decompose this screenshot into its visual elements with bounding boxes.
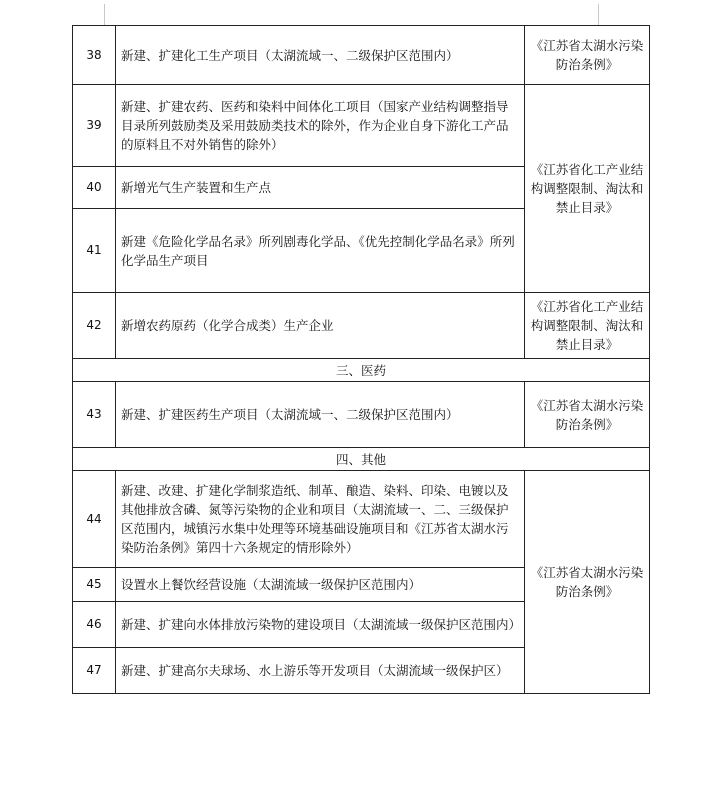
row-number: 42 [73, 293, 116, 359]
section-row [73, 359, 650, 382]
row-number: 46 [73, 602, 116, 648]
row-number: 39 [73, 85, 116, 167]
table-row [73, 85, 650, 167]
row-number: 38 [73, 26, 116, 85]
row-basis: 《江苏省太湖水污染防治条例》 [525, 382, 650, 448]
row-basis: 《江苏省太湖水污染防治条例》 [525, 26, 650, 85]
row-content: 新增光气生产装置和生产点 [116, 167, 525, 209]
row-number: 40 [73, 167, 116, 209]
row-number: 45 [73, 568, 116, 602]
row-content: 新增农药原药（化学合成类）生产企业 [116, 293, 525, 359]
restriction-table [72, 25, 650, 694]
row-number: 43 [73, 382, 116, 448]
row-content: 新建、扩建医药生产项目（太湖流域一、二级保护区范围内） [116, 382, 525, 448]
row-content: 新建、扩建农药、医药和染料中间体化工项目（国家产业结构调整指导目录所列鼓励类及采用鼓励类技术的除外，作为企业自身下游化工产品的原料且不对外销售的除外） [116, 85, 525, 167]
row-content: 新建、扩建向水体排放污染物的建设项目（太湖流域一级保护区范围内） [116, 602, 525, 648]
page-corner-mark-left [104, 4, 105, 26]
row-content: 新建《危险化学品名录》所列剧毒化学品、《优先控制化学品名录》所列化学品生产项目 [116, 209, 525, 293]
row-basis: 《江苏省太湖水污染防治条例》 [525, 471, 650, 694]
row-basis: 《江苏省化工产业结构调整限制、淘汰和禁止目录》 [525, 293, 650, 359]
row-basis: 《江苏省化工产业结构调整限制、淘汰和禁止目录》 [525, 85, 650, 293]
row-content: 新建、扩建高尔夫球场、水上游乐等开发项目（太湖流域一级保护区） [116, 648, 525, 694]
table-row [73, 293, 650, 359]
row-number: 41 [73, 209, 116, 293]
table-row [73, 382, 650, 448]
section-heading-medicine: 三、医药 [73, 359, 650, 382]
table-row [73, 471, 650, 568]
row-number: 44 [73, 471, 116, 568]
row-content: 新建、扩建化工生产项目（太湖流域一、二级保护区范围内） [116, 26, 525, 85]
section-heading-other: 四、其他 [73, 448, 650, 471]
section-row [73, 448, 650, 471]
row-content: 设置水上餐饮经营设施（太湖流域一级保护区范围内） [116, 568, 525, 602]
table-row [73, 26, 650, 85]
row-content: 新建、改建、扩建化学制浆造纸、制革、酿造、染料、印染、电镀以及其他排放含磷、氮等污染物的企业和项目（太湖流域一、二、三级保护区范围内，城镇污水集中处理等环境基础设施项目和《江苏省太湖水污染防治条例》第四十六条规定的情形除外） [116, 471, 525, 568]
page-corner-mark-right [598, 4, 599, 26]
row-number: 47 [73, 648, 116, 694]
